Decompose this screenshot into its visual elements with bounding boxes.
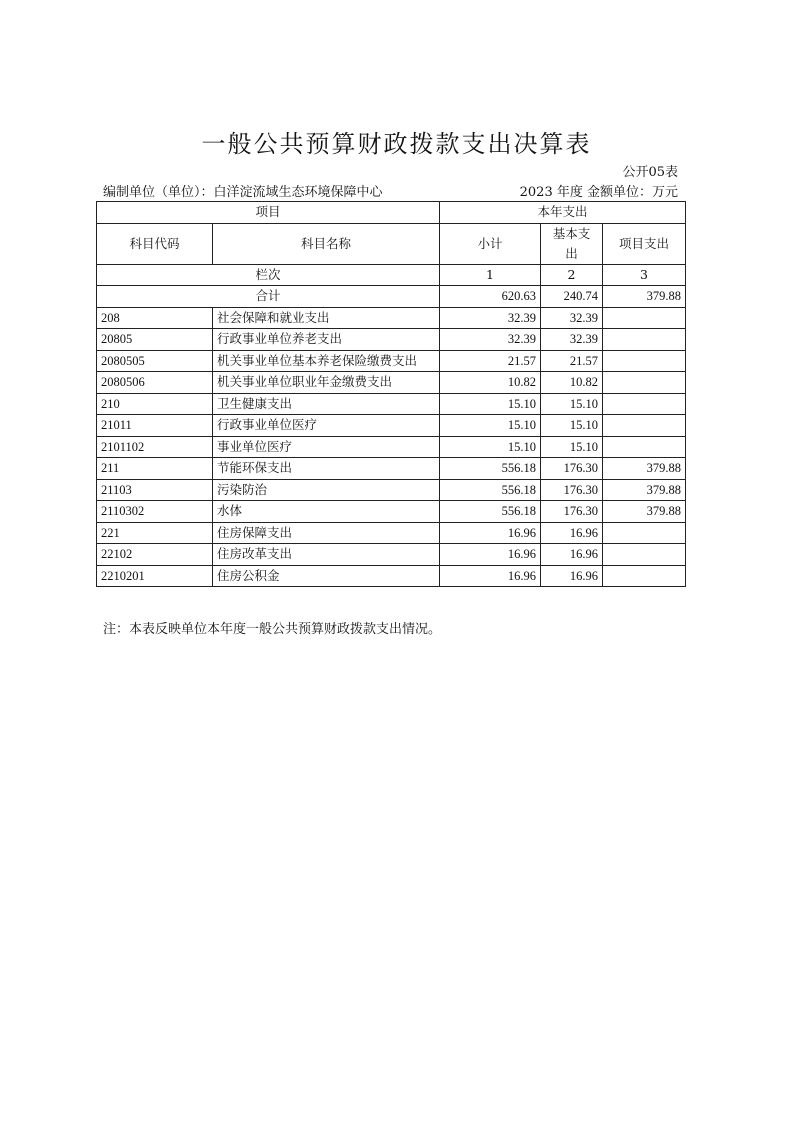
row-project: 379.88 [603,458,686,480]
row-name: 行政事业单位医疗 [213,415,440,437]
row-subtotal: 15.10 [440,436,541,458]
header-subtotal: 小计 [440,223,541,264]
row-name: 机关事业单位职业年金缴费支出 [213,372,440,394]
row-subtotal: 556.18 [440,501,541,523]
row-name: 机关事业单位基本养老保险缴费支出 [213,350,440,372]
row-name: 事业单位医疗 [213,436,440,458]
row-project: 379.88 [603,501,686,523]
header-project: 项目支出 [603,223,686,264]
row-project: 379.88 [603,479,686,501]
row-basic: 176.30 [541,458,603,480]
row-basic: 21.57 [541,350,603,372]
row-basic: 176.30 [541,501,603,523]
header-row-2 [97,223,686,264]
row-subtotal: 32.39 [440,307,541,329]
row-subtotal: 16.96 [440,565,541,587]
row-project [603,372,686,394]
total-project: 379.88 [603,286,686,308]
row-subtotal: 21.57 [440,350,541,372]
row-subtotal: 556.18 [440,479,541,501]
row-name: 节能环保支出 [213,458,440,480]
row-code: 2210201 [97,565,213,587]
row-project [603,522,686,544]
year-and-currency-unit: 2023 年度 金额单位：万元 [519,185,678,200]
total-label: 合计 [97,286,440,308]
header-name: 科目名称 [213,223,440,264]
table-row [97,458,686,480]
row-project [603,329,686,351]
row-code: 22102 [97,544,213,566]
row-project [603,565,686,587]
table-row [97,544,686,566]
row-basic: 16.96 [541,522,603,544]
row-basic: 32.39 [541,307,603,329]
row-basic: 16.96 [541,565,603,587]
row-name: 住房公积金 [213,565,440,587]
row-code: 21103 [97,479,213,501]
column-sequence-row [97,264,686,286]
row-subtotal: 16.96 [440,544,541,566]
row-subtotal: 15.10 [440,415,541,437]
row-name: 污染防治 [213,479,440,501]
row-basic: 176.30 [541,479,603,501]
row-code: 21011 [97,415,213,437]
row-name: 行政事业单位养老支出 [213,329,440,351]
total-subtotal: 620.63 [440,286,541,308]
footnote: 注：本表反映单位本年度一般公共预算财政拨款支出情况。 [103,622,442,637]
row-code: 20805 [97,329,213,351]
column-number-1: 1 [440,264,541,286]
row-project [603,307,686,329]
row-project [603,350,686,372]
row-code: 2101102 [97,436,213,458]
row-code: 2080505 [97,350,213,372]
header-item: 项目 [97,202,440,224]
form-number: 公开05表 [622,165,678,180]
row-name: 水体 [213,501,440,523]
total-basic: 240.74 [541,286,603,308]
table-row [97,415,686,437]
row-code: 211 [97,458,213,480]
header-row-1 [97,202,686,224]
expenditure-table [96,201,686,587]
row-project [603,415,686,437]
reporting-unit: 编制单位（单位）：白洋淀流域生态环境保障中心 [103,185,383,200]
row-subtotal: 15.10 [440,393,541,415]
row-basic: 15.10 [541,436,603,458]
row-code: 210 [97,393,213,415]
page-title: 一般公共预算财政拨款支出决算表 [201,130,592,158]
column-number-2: 2 [541,264,603,286]
row-basic: 15.10 [541,393,603,415]
row-subtotal: 16.96 [440,522,541,544]
table-row [97,307,686,329]
table-row [97,372,686,394]
row-subtotal: 10.82 [440,372,541,394]
table-row [97,329,686,351]
row-basic: 10.82 [541,372,603,394]
header-code: 科目代码 [97,223,213,264]
table-row [97,479,686,501]
row-code: 2110302 [97,501,213,523]
header-basic: 基本支出 [541,223,603,264]
row-basic: 32.39 [541,329,603,351]
row-code: 208 [97,307,213,329]
row-name: 住房改革支出 [213,544,440,566]
table-row [97,565,686,587]
row-subtotal: 32.39 [440,329,541,351]
row-basic: 15.10 [541,415,603,437]
row-basic: 16.96 [541,544,603,566]
row-project [603,393,686,415]
total-row [97,286,686,308]
row-project [603,436,686,458]
column-sequence-label: 栏次 [97,264,440,286]
row-name: 卫生健康支出 [213,393,440,415]
row-code: 2080506 [97,372,213,394]
table-row [97,393,686,415]
header-current-year: 本年支出 [440,202,686,224]
table-row [97,522,686,544]
row-subtotal: 556.18 [440,458,541,480]
table-row [97,436,686,458]
row-name: 社会保障和就业支出 [213,307,440,329]
table-row [97,350,686,372]
row-project [603,544,686,566]
row-code: 221 [97,522,213,544]
row-name: 住房保障支出 [213,522,440,544]
table-row [97,501,686,523]
column-number-3: 3 [603,264,686,286]
